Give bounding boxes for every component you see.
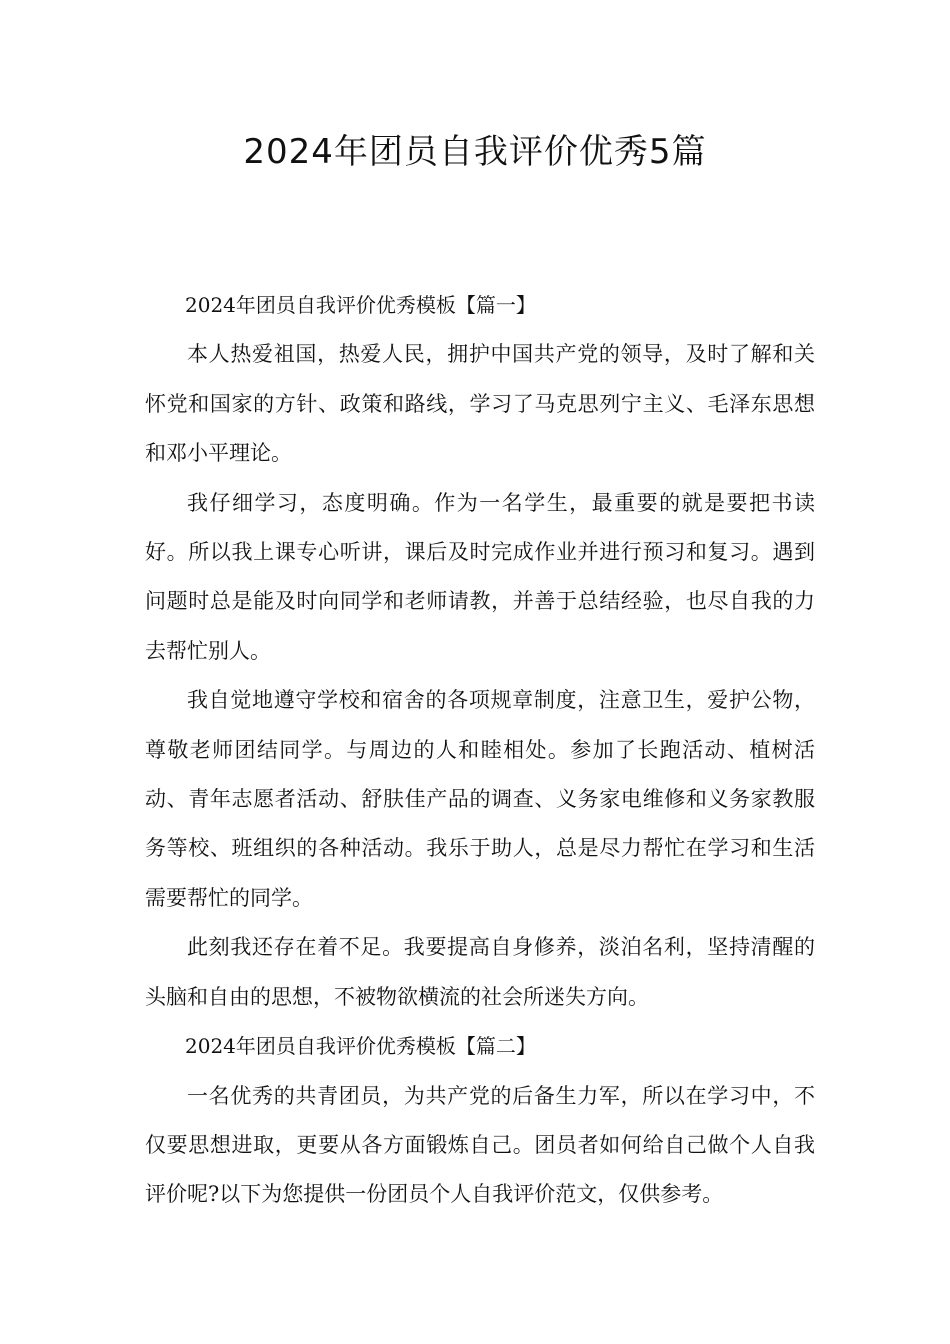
paragraph-2: 我仔细学习，态度明确。作为一名学生，最重要的就是要把书读好。所以我上课专心听讲，课后及时完成作业并进行预习和复习。遇到问题时总是能及时向同学和老师请教，并善于总结经验，也尽自我的力去帮忙别人。 — [145, 490, 815, 663]
paragraph-1: 本人热爱祖国，热爱人民，拥护中国共产党的领导，及时了解和关怀党和国家的方针、政策和路线，学习了马克思列宁主义、毛泽东思想和邓小平理论。 — [145, 342, 815, 466]
document-title: 2024年团员自我评价优秀5篇 — [243, 132, 707, 172]
section-heading-2: 2024年团员自我评价优秀模板【篇二】 — [185, 1034, 536, 1059]
paragraph-5: 一名优秀的共青团员，为共产党的后备生力军，所以在学习中，不仅要思想进取，更要从各方面锻炼自己。团员者如何给自己做个人自我评价呢?以下为您提供一份团员个人自我评价范文，仅供参考。 — [145, 1083, 815, 1207]
document-body — [145, 281, 815, 1220]
section-heading-1: 2024年团员自我评价优秀模板【篇一】 — [185, 293, 536, 317]
paragraph-4: 此刻我还存在着不足。我要提高自身修养，淡泊名利，坚持清醒的头脑和自由的思想，不被物欲横流的社会所迷失方向。 — [145, 935, 815, 1009]
paragraph-3: 我自觉地遵守学校和宿舍的各项规章制度，注意卫生，爱护公物，尊敬老师团结同学。与周边的人和睦相处。参加了长跑活动、植树活动、青年志愿者活动、舒肤佳产品的调查、义务家电维修和义务家教服务等校、班组织的各种活动。我乐于助人，总是尽力帮忙在学习和生活需要帮忙的同学。 — [145, 688, 815, 910]
